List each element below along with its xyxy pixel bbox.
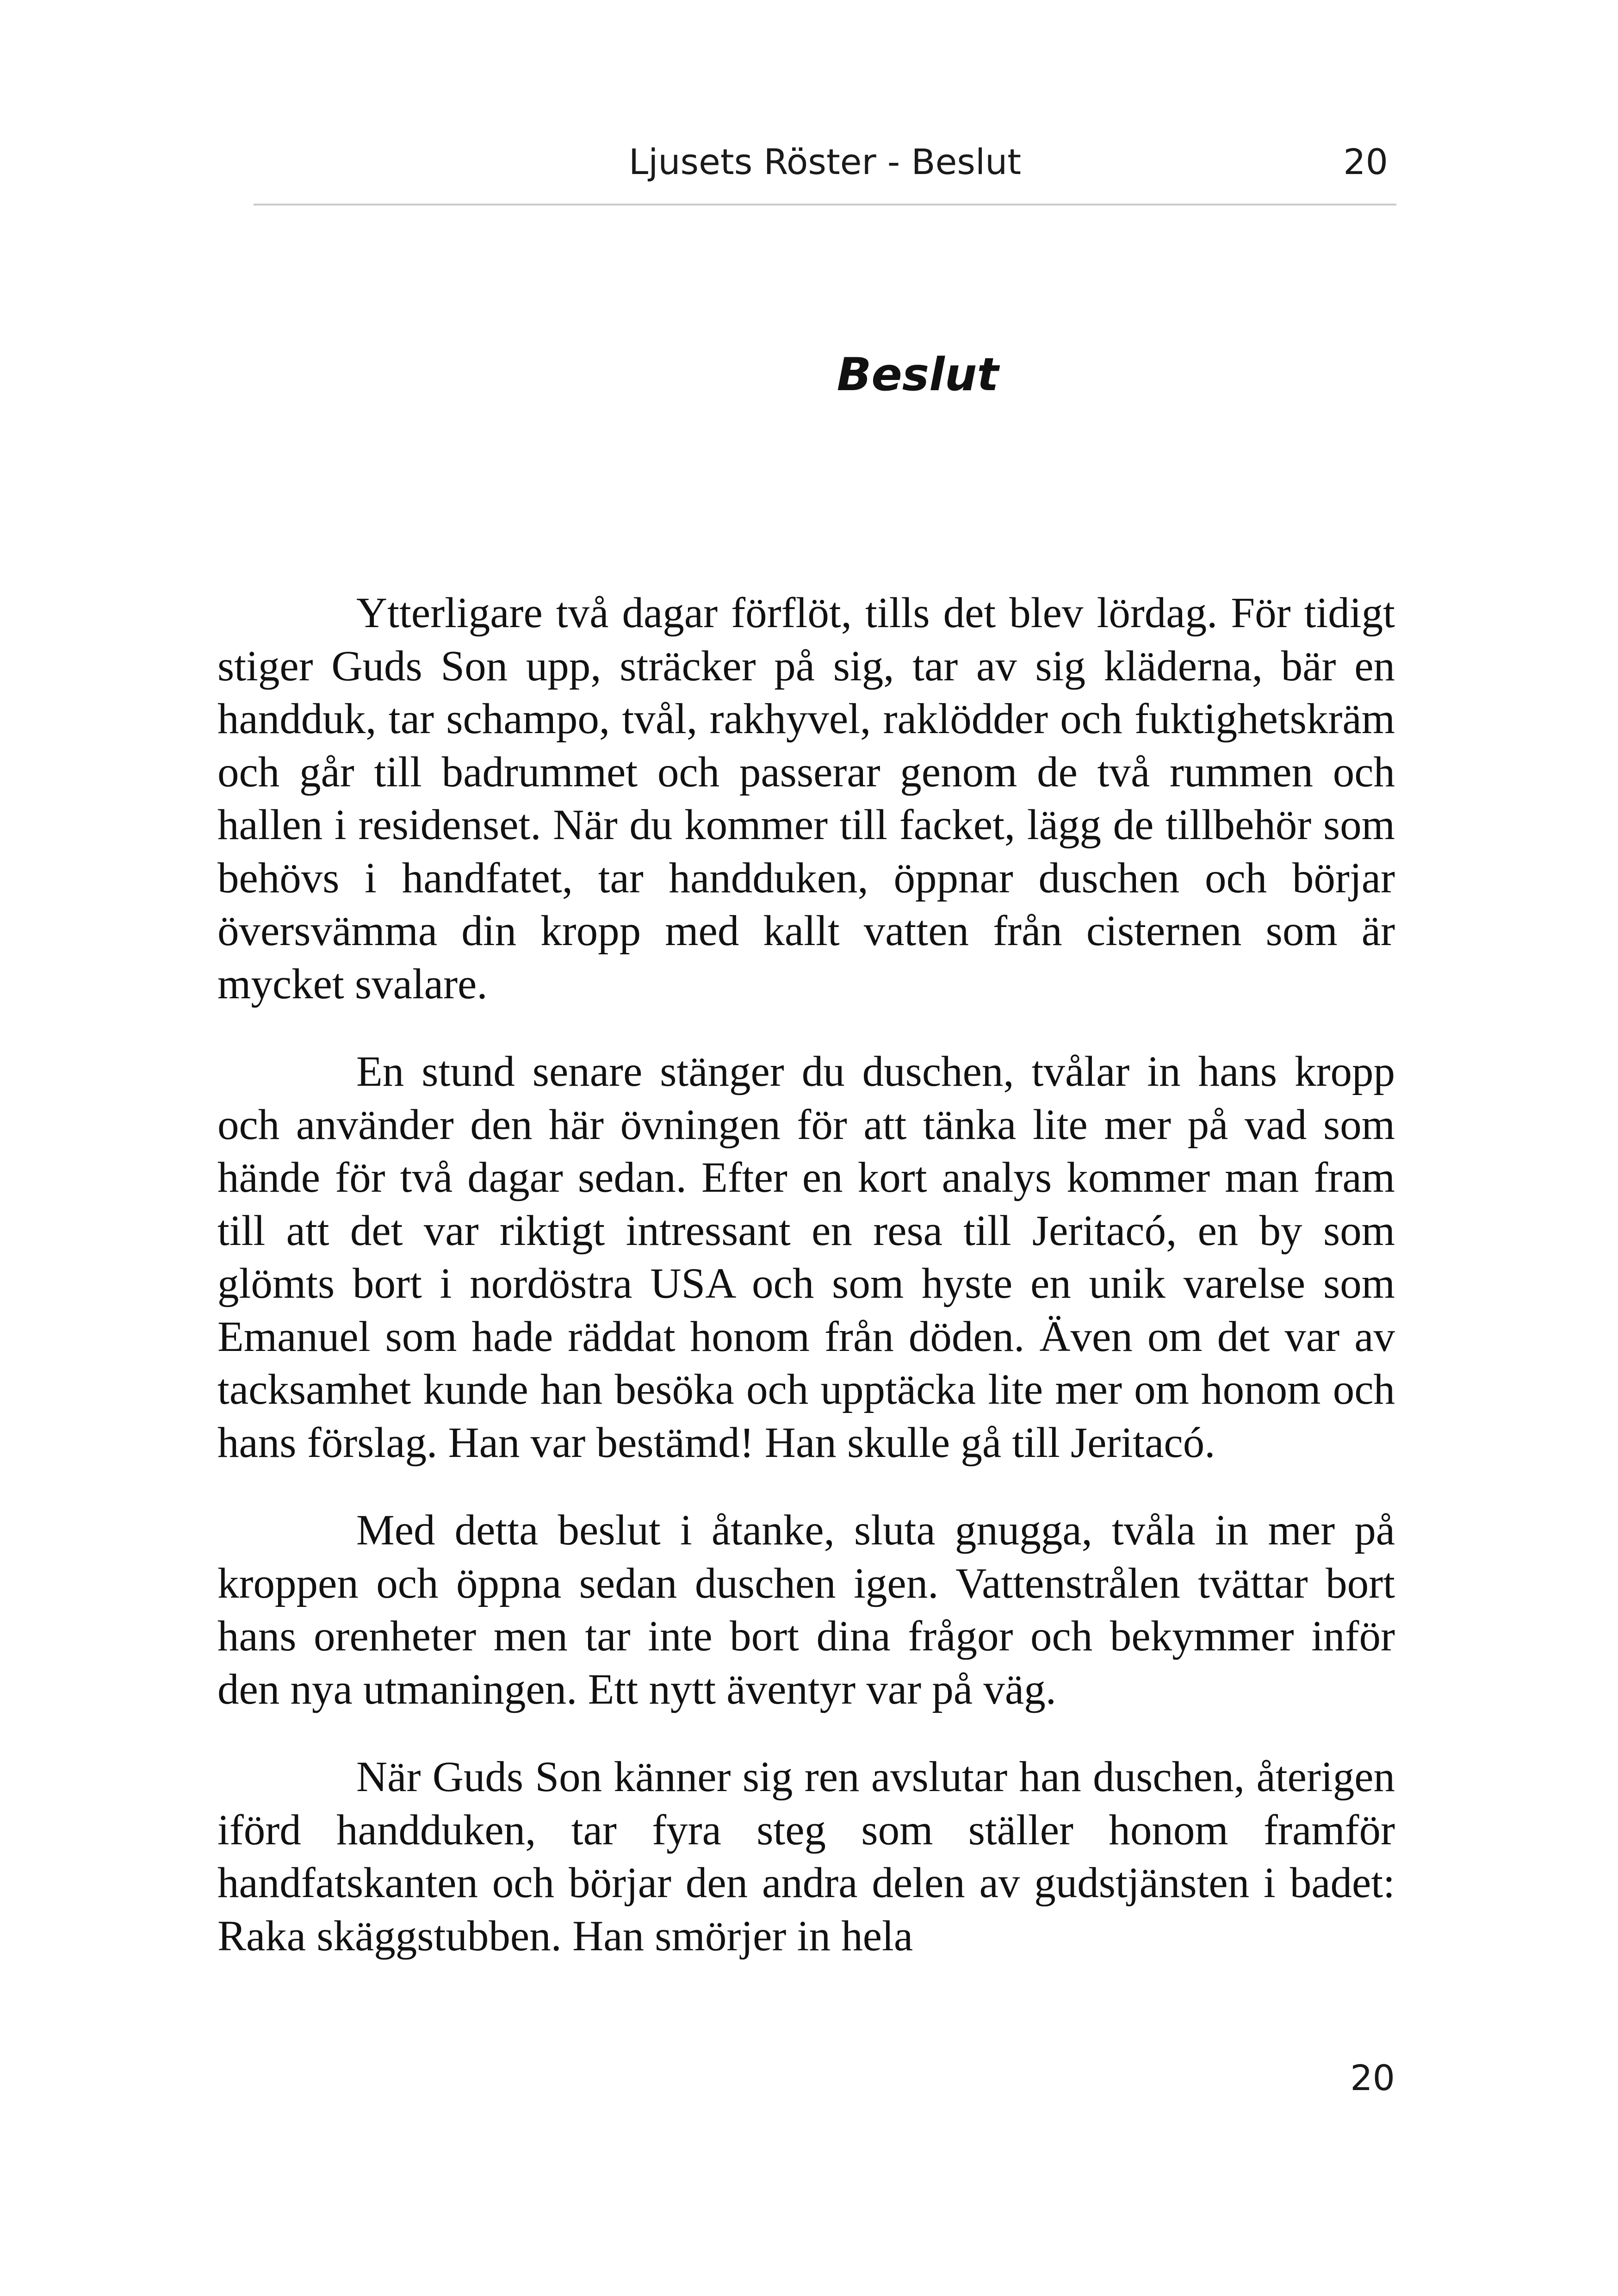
paragraph: När Guds Son känner sig ren avslutar han duschen, återigen iförd handduken, tar fyra steg som ställer honom framför handfatskanten och börjar den andra delen av gudstjänsten i badet: Raka skäggstubben. Han smörjer in hela bbox=[217, 1753, 1395, 1960]
body-text bbox=[217, 587, 1395, 1997]
running-header-title: Ljusets Röster - Beslut bbox=[628, 141, 1022, 182]
paragraph: Ytterligare två dagar förflöt, tills det blev lördag. För tidigt stiger Guds Son upp, sträcker på sig, tar av sig kläderna, bär en handduk, tar schampo, tvål, rakhyvel, raklödder och fuktighetskräm och går till badrummet och passerar genom de två rummen och hallen i residenset. När du kommer till facket, lägg de tillbehör som behövs i handfatet, tar handduken, öppnar duschen och börjar översvämma din kropp med kallt vatten från cisternen som är mycket svalare. bbox=[217, 589, 1395, 1008]
header-page-number: 20 bbox=[1343, 141, 1388, 182]
paragraph: Med detta beslut i åtanke, sluta gnugga, tvåla in mer på kroppen och öppna sedan duschen igen. Vattenstrålen tvättar bort hans orenheter men tar inte bort dina frågor och bekymmer inför den nya utmaningen. Ett nytt äventyr var på väg. bbox=[217, 1506, 1395, 1713]
paragraph: En stund senare stänger du duschen, tvålar in hans kropp och använder den här övningen för att tänka lite mer på vad som hände för två dagar sedan. Efter en kort analys kommer man fram till att det var riktigt intressant en resa till Jeritacó, en by som glömts bort i nordöstra USA och som hyste en unik varelse som Emanuel som hade räddat honom från döden. Även om det var av tacksamhet kunde han besöka och upptäcka lite mer om honom och hans förslag. Han var bestämd! Han skulle gå till Jeritacó. bbox=[217, 1048, 1395, 1467]
chapter-title: Beslut bbox=[837, 348, 999, 401]
running-header bbox=[254, 134, 1396, 205]
footer-page-number: 20 bbox=[1350, 2057, 1395, 2098]
